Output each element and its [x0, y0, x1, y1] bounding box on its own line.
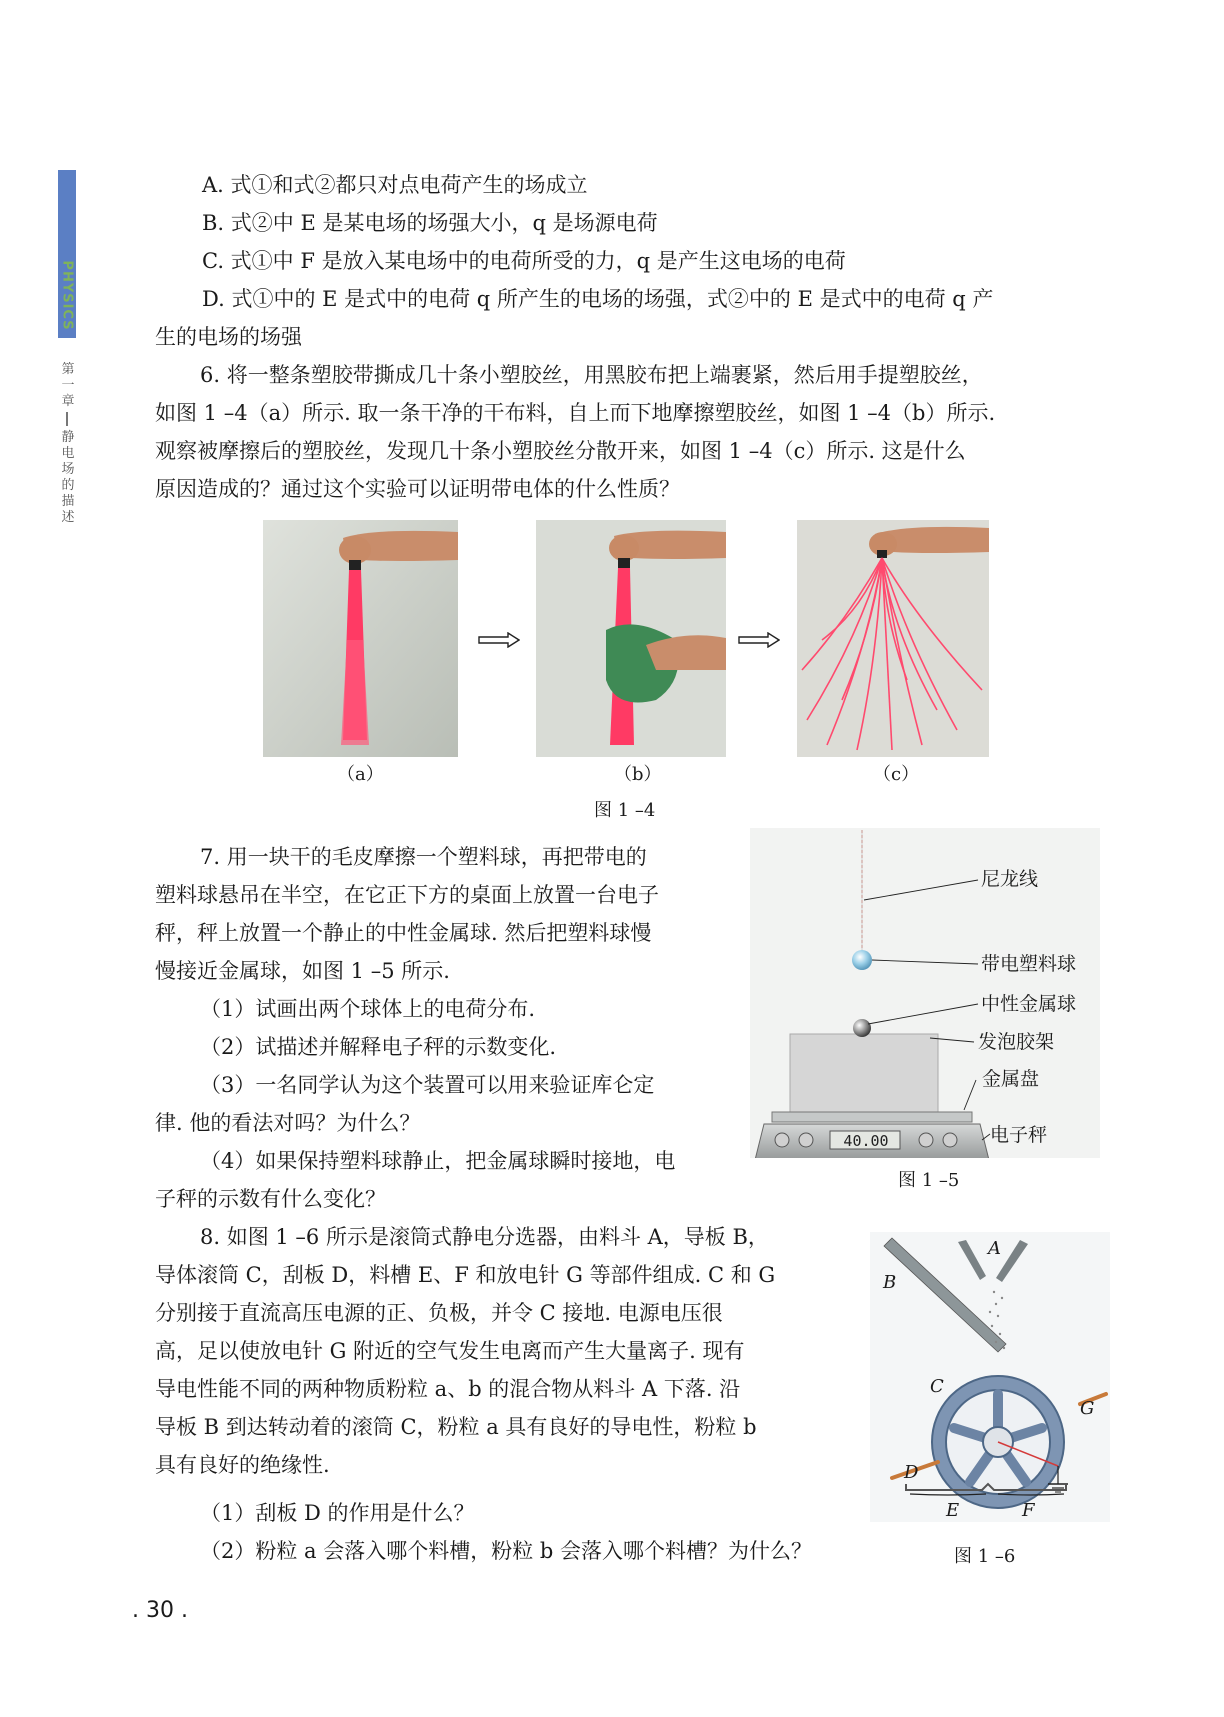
fig14-photo-c: [797, 520, 989, 757]
fig14-label-c: （c）: [873, 764, 920, 785]
q7-line-4: 慢接近金属球，如图 1 –5 所示.: [155, 959, 450, 983]
fig14-label-b: （b）: [614, 764, 662, 785]
fig14-photo-a: [263, 520, 458, 757]
label-metal-pan: 金属盘: [982, 1068, 1040, 1090]
q7-sub-2: （2）试描述并解释电子秤的示数变化.: [200, 1035, 557, 1059]
subject-label: PHYSICS: [59, 259, 75, 331]
chapter-number: 第一章: [61, 362, 75, 409]
q6-line-1: 6. 将一整条塑胶带撕成几十条小塑胶丝，用黑胶布把上端裹紧，然后用手提塑胶丝，: [200, 363, 983, 387]
fig16-label-b: B: [883, 1272, 897, 1293]
fig16-label-a: A: [988, 1238, 1001, 1259]
fig16-label-c: C: [930, 1376, 944, 1397]
scale-display: 40.00: [843, 1132, 889, 1150]
option-a: A. 式①和式②都只对点电荷产生的场成立: [202, 173, 588, 197]
q7-sub-4-cont: 子秤的示数有什么变化？: [155, 1187, 386, 1211]
q8-line-4: 高，足以使放电针 G 附近的空气发生电离而产生大量离子. 现有: [155, 1339, 745, 1363]
side-divider: [66, 412, 68, 426]
q7-sub-4: （4）如果保持塑料球静止，把金属球瞬时接地，电: [200, 1149, 676, 1173]
label-nylon-thread: 尼龙线: [981, 868, 1039, 890]
option-d-cont: 生的电场的场强: [155, 325, 302, 349]
label-charged-plastic-ball: 带电塑料球: [981, 953, 1077, 975]
fig14-label-a: （a）: [337, 764, 384, 785]
q8-line-1: 8. 如图 1 –6 所示是滚筒式静电分选器，由料斗 A，导板 B，: [200, 1225, 769, 1249]
q6-line-2: 如图 1 –4（a）所示. 取一条干净的干布料，自上而下地摩擦塑胶丝，如图 1 –4（b）所示.: [155, 401, 996, 425]
option-b: B. 式②中 E 是某电场的场强大小，q 是场源电荷: [202, 211, 658, 235]
q6-line-4: 原因造成的？通过这个实验可以证明带电体的什么性质？: [155, 477, 680, 501]
fig14-arrow-1: [478, 632, 520, 648]
q8-line-7: 具有良好的绝缘性.: [155, 1453, 330, 1477]
chapter-title: 静电场的描述: [61, 430, 75, 525]
option-d: D. 式①中的 E 是式中的电荷 q 所产生的电场的场强，式②中的 E 是式中的电荷 q 产: [202, 287, 994, 311]
fig16-label-g: G: [1080, 1398, 1095, 1419]
q8-sub-1: （1）刮板 D 的作用是什么？: [200, 1501, 475, 1525]
q8-line-2: 导体滚筒 C，刮板 D，料槽 E、F 和放电针 G 等部件组成. C 和 G: [155, 1263, 776, 1287]
q7-line-1: 7. 用一块干的毛皮摩擦一个塑料球，再把带电的: [200, 845, 647, 869]
label-foam-stand: 发泡胶架: [978, 1031, 1055, 1053]
q8-sub-2: （2）粉粒 a 会落入哪个料槽，粉粒 b 会落入哪个料槽？为什么？: [200, 1539, 813, 1563]
q7-line-2: 塑料球悬吊在半空，在它正下方的桌面上放置一台电子: [155, 883, 659, 907]
q8-line-3: 分别接于直流高压电源的正、负极，并令 C 接地. 电源电压很: [155, 1301, 723, 1325]
label-electronic-scale: 电子秤: [990, 1124, 1048, 1146]
q6-line-3: 观察被摩擦后的塑胶丝，发现几十条小塑胶丝分散开来，如图 1 –4（c）所示. 这是什么: [155, 439, 966, 463]
q8-line-5: 导电性能不同的两种物质粉粒 a、b 的混合物从料斗 A 下落. 沿: [155, 1377, 741, 1401]
fig15-caption: 图 1 –5: [898, 1170, 960, 1191]
label-neutral-metal-ball: 中性金属球: [981, 993, 1077, 1015]
q7-sub-3-cont: 律. 他的看法对吗？为什么？: [155, 1111, 421, 1135]
q7-line-3: 秤，秤上放置一个静止的中性金属球. 然后把塑料球慢: [155, 921, 652, 945]
fig14-arrow-2: [738, 632, 780, 648]
fig16-label-d: D: [904, 1462, 919, 1483]
fig16-label-e: E: [946, 1500, 960, 1521]
q7-sub-3: （3）一名同学认为这个装置可以用来验证库仑定: [200, 1073, 655, 1097]
fig16-caption: 图 1 –6: [954, 1546, 1016, 1567]
fig14-photo-b: [536, 520, 726, 757]
page-number: . 30 .: [132, 1598, 188, 1623]
q8-line-6: 导板 B 到达转动着的滚筒 C，粉粒 a 具有良好的导电性，粉粒 b: [155, 1415, 757, 1439]
fig14-caption: 图 1 –4: [594, 800, 656, 821]
q7-sub-1: （1）试画出两个球体上的电荷分布.: [200, 997, 536, 1021]
option-c: C. 式①中 F 是放入某电场中的电荷所受的力，q 是产生这电场的电荷: [202, 249, 846, 273]
fig16-label-f: F: [1022, 1500, 1035, 1521]
